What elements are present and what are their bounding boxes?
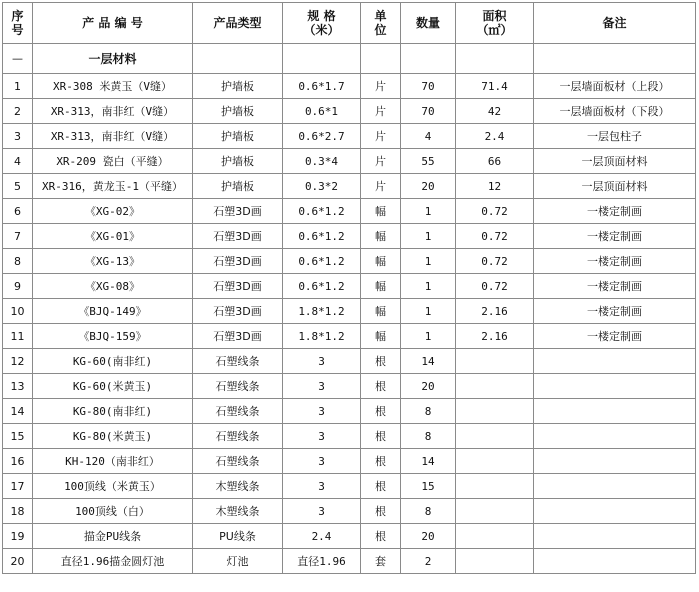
materials-table <box>2 2 696 574</box>
cell-type: 石塑3D画 <box>193 224 283 249</box>
cell-spec: 1.8*1.2 <box>283 299 361 324</box>
cell-unit: 幅 <box>361 249 401 274</box>
table-row <box>3 399 696 424</box>
cell-unit: 根 <box>361 474 401 499</box>
empty-cell <box>193 44 283 74</box>
cell-note: 一楼定制画 <box>534 324 696 349</box>
cell-code: KH-120（南非红） <box>33 449 193 474</box>
cell-code: 《BJQ-159》 <box>33 324 193 349</box>
table-row <box>3 124 696 149</box>
cell-note: 一楼定制画 <box>534 199 696 224</box>
empty-cell <box>283 44 361 74</box>
cell-note: 一层顶面材料 <box>534 174 696 199</box>
cell-type: 护墙板 <box>193 149 283 174</box>
cell-type: 护墙板 <box>193 99 283 124</box>
cell-qty: 70 <box>401 99 456 124</box>
cell-qty: 20 <box>401 374 456 399</box>
cell-area <box>456 549 534 574</box>
cell-code: XR-313，南非红（V缝） <box>33 99 193 124</box>
cell-no: 14 <box>3 399 33 424</box>
cell-spec: 3 <box>283 474 361 499</box>
cell-type: 石塑3D画 <box>193 249 283 274</box>
cell-area: 12 <box>456 174 534 199</box>
cell-spec: 1.8*1.2 <box>283 324 361 349</box>
cell-code: KG-80(米黄玉) <box>33 424 193 449</box>
section-label: 一层材料 <box>33 44 193 74</box>
cell-area: 0.72 <box>456 224 534 249</box>
table-row <box>3 224 696 249</box>
cell-unit: 片 <box>361 149 401 174</box>
table-row <box>3 199 696 224</box>
cell-type: 石塑线条 <box>193 449 283 474</box>
cell-spec: 3 <box>283 349 361 374</box>
cell-type: 护墙板 <box>193 174 283 199</box>
cell-qty: 1 <box>401 299 456 324</box>
cell-type: PU线条 <box>193 524 283 549</box>
cell-code: KG-80(南非红) <box>33 399 193 424</box>
cell-no: 7 <box>3 224 33 249</box>
cell-spec: 0.6*1.2 <box>283 249 361 274</box>
empty-cell <box>361 44 401 74</box>
cell-unit: 片 <box>361 124 401 149</box>
cell-code: 直径1.96描金圆灯池 <box>33 549 193 574</box>
cell-note <box>534 499 696 524</box>
cell-spec: 0.6*1 <box>283 99 361 124</box>
table-row <box>3 499 696 524</box>
cell-type: 木塑线条 <box>193 474 283 499</box>
cell-qty: 8 <box>401 499 456 524</box>
table-row <box>3 349 696 374</box>
cell-note <box>534 399 696 424</box>
cell-qty: 20 <box>401 524 456 549</box>
cell-spec: 2.4 <box>283 524 361 549</box>
header-area: 面积 （㎡） <box>456 3 534 44</box>
cell-no: 5 <box>3 174 33 199</box>
cell-unit: 片 <box>361 99 401 124</box>
cell-no: 13 <box>3 374 33 399</box>
cell-note: 一楼定制画 <box>534 224 696 249</box>
cell-no: 20 <box>3 549 33 574</box>
cell-spec: 0.3*4 <box>283 149 361 174</box>
cell-qty: 8 <box>401 424 456 449</box>
header-code: 产 品 编 号 <box>33 3 193 44</box>
empty-cell <box>456 44 534 74</box>
cell-note: 一楼定制画 <box>534 274 696 299</box>
cell-code: XR-308 米黄玉（V缝） <box>33 74 193 99</box>
cell-no: 19 <box>3 524 33 549</box>
cell-no: 2 <box>3 99 33 124</box>
cell-spec: 3 <box>283 449 361 474</box>
cell-note <box>534 374 696 399</box>
cell-spec: 0.6*1.7 <box>283 74 361 99</box>
cell-unit: 根 <box>361 424 401 449</box>
cell-no: 11 <box>3 324 33 349</box>
cell-unit: 根 <box>361 524 401 549</box>
cell-qty: 1 <box>401 274 456 299</box>
cell-note: 一层墙面板材（上段） <box>534 74 696 99</box>
cell-spec: 3 <box>283 424 361 449</box>
header-type: 产品类型 <box>193 3 283 44</box>
cell-qty: 2 <box>401 549 456 574</box>
cell-code: 《BJQ-149》 <box>33 299 193 324</box>
cell-unit: 幅 <box>361 274 401 299</box>
cell-unit: 根 <box>361 499 401 524</box>
cell-spec: 0.6*1.2 <box>283 224 361 249</box>
cell-note <box>534 474 696 499</box>
table-row <box>3 149 696 174</box>
cell-area <box>456 524 534 549</box>
empty-cell <box>401 44 456 74</box>
cell-spec: 直径1.96 <box>283 549 361 574</box>
cell-type: 护墙板 <box>193 74 283 99</box>
header-spec: 规 格 （米） <box>283 3 361 44</box>
cell-code: 100顶线（白） <box>33 499 193 524</box>
cell-area: 2.4 <box>456 124 534 149</box>
cell-no: 12 <box>3 349 33 374</box>
cell-qty: 20 <box>401 174 456 199</box>
cell-unit: 根 <box>361 449 401 474</box>
cell-area: 0.72 <box>456 199 534 224</box>
cell-area: 0.72 <box>456 249 534 274</box>
cell-type: 木塑线条 <box>193 499 283 524</box>
table-row <box>3 74 696 99</box>
cell-type: 石塑3D画 <box>193 199 283 224</box>
header-row <box>3 3 696 44</box>
table-row <box>3 449 696 474</box>
cell-area: 0.72 <box>456 274 534 299</box>
table-row <box>3 249 696 274</box>
cell-area <box>456 449 534 474</box>
cell-note: 一层包柱子 <box>534 124 696 149</box>
cell-unit: 根 <box>361 374 401 399</box>
cell-type: 护墙板 <box>193 124 283 149</box>
cell-no: 1 <box>3 74 33 99</box>
cell-no: 15 <box>3 424 33 449</box>
table-row <box>3 549 696 574</box>
table-row <box>3 324 696 349</box>
cell-spec: 0.6*1.2 <box>283 199 361 224</box>
cell-type: 石塑3D画 <box>193 274 283 299</box>
cell-type: 石塑3D画 <box>193 324 283 349</box>
table-row <box>3 474 696 499</box>
cell-spec: 0.6*1.2 <box>283 274 361 299</box>
cell-type: 石塑线条 <box>193 374 283 399</box>
cell-code: 《XG-02》 <box>33 199 193 224</box>
cell-code: XR-313，南非红（V缝） <box>33 124 193 149</box>
cell-type: 石塑线条 <box>193 399 283 424</box>
cell-no: 4 <box>3 149 33 174</box>
cell-unit: 根 <box>361 399 401 424</box>
cell-spec: 0.6*2.7 <box>283 124 361 149</box>
cell-no: 18 <box>3 499 33 524</box>
cell-unit: 幅 <box>361 224 401 249</box>
cell-code: 《XG-01》 <box>33 224 193 249</box>
cell-area <box>456 499 534 524</box>
cell-code: XR-209 瓷白（平缝） <box>33 149 193 174</box>
cell-note: 一层顶面材料 <box>534 149 696 174</box>
cell-note <box>534 549 696 574</box>
section-no: — <box>3 44 33 74</box>
cell-area <box>456 474 534 499</box>
cell-area: 71.4 <box>456 74 534 99</box>
cell-area <box>456 399 534 424</box>
cell-no: 16 <box>3 449 33 474</box>
cell-spec: 0.3*2 <box>283 174 361 199</box>
cell-qty: 4 <box>401 124 456 149</box>
cell-type: 石塑线条 <box>193 424 283 449</box>
cell-qty: 1 <box>401 324 456 349</box>
empty-cell <box>534 44 696 74</box>
cell-qty: 1 <box>401 199 456 224</box>
table-row <box>3 424 696 449</box>
cell-qty: 8 <box>401 399 456 424</box>
cell-code: XR-316，黄龙玉-1（平缝） <box>33 174 193 199</box>
cell-qty: 1 <box>401 249 456 274</box>
cell-spec: 3 <box>283 399 361 424</box>
cell-code: KG-60(南非红) <box>33 349 193 374</box>
section-row <box>3 44 696 74</box>
cell-unit: 根 <box>361 349 401 374</box>
cell-area <box>456 374 534 399</box>
table-row <box>3 99 696 124</box>
cell-area: 66 <box>456 149 534 174</box>
cell-unit: 套 <box>361 549 401 574</box>
cell-area: 42 <box>456 99 534 124</box>
cell-unit: 幅 <box>361 324 401 349</box>
cell-code: 描金PU线条 <box>33 524 193 549</box>
cell-note <box>534 524 696 549</box>
cell-unit: 幅 <box>361 199 401 224</box>
cell-no: 6 <box>3 199 33 224</box>
cell-qty: 14 <box>401 449 456 474</box>
cell-no: 17 <box>3 474 33 499</box>
header-qty: 数量 <box>401 3 456 44</box>
cell-no: 10 <box>3 299 33 324</box>
cell-unit: 幅 <box>361 299 401 324</box>
cell-qty: 1 <box>401 224 456 249</box>
cell-qty: 15 <box>401 474 456 499</box>
table-row <box>3 274 696 299</box>
cell-note: 一楼定制画 <box>534 249 696 274</box>
cell-code: 100顶线（米黄玉） <box>33 474 193 499</box>
cell-note <box>534 349 696 374</box>
cell-type: 石塑线条 <box>193 349 283 374</box>
table-row <box>3 299 696 324</box>
cell-no: 8 <box>3 249 33 274</box>
cell-area <box>456 349 534 374</box>
cell-code: 《XG-13》 <box>33 249 193 274</box>
cell-qty: 70 <box>401 74 456 99</box>
cell-qty: 14 <box>401 349 456 374</box>
cell-note <box>534 424 696 449</box>
cell-type: 灯池 <box>193 549 283 574</box>
header-unit: 单 位 <box>361 3 401 44</box>
cell-area: 2.16 <box>456 324 534 349</box>
header-note: 备注 <box>534 3 696 44</box>
table-row <box>3 174 696 199</box>
cell-spec: 3 <box>283 374 361 399</box>
cell-no: 3 <box>3 124 33 149</box>
header-no: 序 号 <box>3 3 33 44</box>
cell-no: 9 <box>3 274 33 299</box>
cell-code: KG-60(米黄玉) <box>33 374 193 399</box>
cell-note: 一层墙面板材（下段） <box>534 99 696 124</box>
cell-code: 《XG-08》 <box>33 274 193 299</box>
cell-note <box>534 449 696 474</box>
cell-qty: 55 <box>401 149 456 174</box>
cell-unit: 片 <box>361 174 401 199</box>
cell-spec: 3 <box>283 499 361 524</box>
cell-area: 2.16 <box>456 299 534 324</box>
cell-unit: 片 <box>361 74 401 99</box>
cell-area <box>456 424 534 449</box>
cell-type: 石塑3D画 <box>193 299 283 324</box>
table-row <box>3 524 696 549</box>
cell-note: 一楼定制画 <box>534 299 696 324</box>
table-row <box>3 374 696 399</box>
